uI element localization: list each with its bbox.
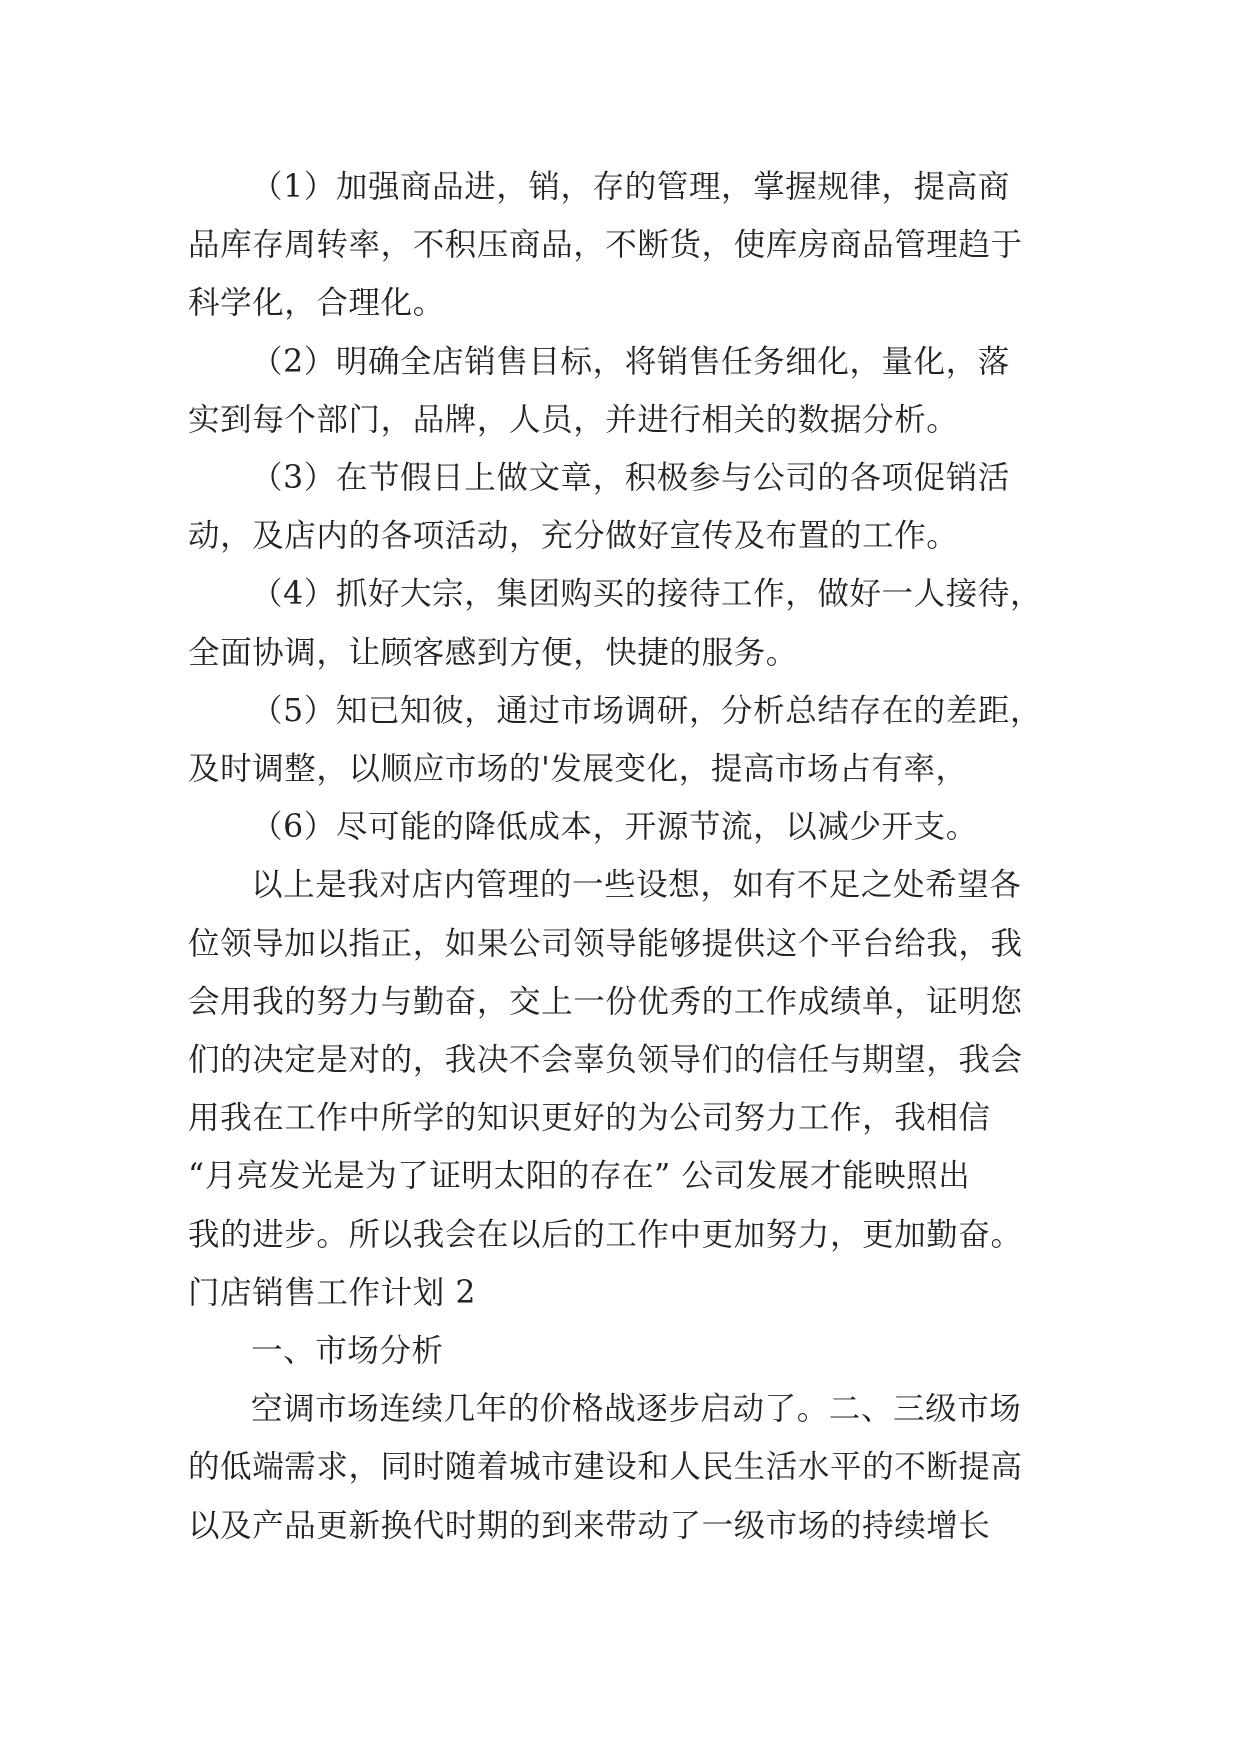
paragraph-line: （6）尽可能的降低成本，开源节流，以减少开支。 (251, 809, 978, 846)
paragraph-line: 科学化，合理化。 (188, 285, 445, 322)
paragraph-line: “月亮发光是为了证明太阳的存在” 公司发展才能映照出 (188, 1158, 971, 1195)
paragraph-market-analysis (188, 1380, 1068, 1555)
heading-line: 门店销售工作计划 2 (188, 1274, 477, 1311)
paragraph-line: 位领导加以指正，如果公司领导能够提供这个平台给我，我 (188, 925, 1023, 962)
paragraph-line: 会用我的努力与勤奋，交上一份优秀的工作成绩单，证明您 (188, 983, 1023, 1020)
paragraph-line: （4）抓好大宗，集团购买的接待工作，做好一人接待， (251, 576, 1043, 613)
paragraph-item-2 (188, 333, 1068, 449)
paragraph-line: 实到每个部门，品牌，人员，并进行相关的数据分析。 (188, 401, 959, 438)
paragraph-line: （1）加强商品进，销，存的管理，掌握规律，提高商 (251, 169, 1010, 205)
section-heading (188, 1264, 1068, 1322)
paragraph-line: 及时调整，以顺应市场的'发展变化，提高市场占有率， (188, 751, 968, 788)
paragraph-line: （2）明确全店销售目标，将销售任务细化，量化，落 (251, 343, 1010, 380)
paragraph-item-1 (188, 158, 1068, 333)
subsection-heading (188, 1322, 1068, 1380)
paragraph-closing (188, 856, 1068, 1263)
paragraph-item-4 (188, 565, 1068, 681)
paragraph-line: 我的进步。所以我会在以后的工作中更加努力，更加勤奋。 (188, 1216, 1023, 1253)
paragraph-line: 全面协调，让顾客感到方便，快捷的服务。 (188, 634, 798, 671)
paragraph-line: 们的决定是对的，我决不会辜负领导们的信任与期望，我会 (188, 1042, 1023, 1079)
paragraph-line: （5）知已知彼，通过市场调研，分析总结存在的差距， (251, 692, 1043, 729)
paragraph-line: 以上是我对店内管理的一些设想，如有不足之处希望各 (251, 867, 1022, 904)
paragraph-line: 空调市场连续几年的价格战逐步启动了。二、三级市场 (251, 1391, 1022, 1428)
paragraph-line: 动，及店内的各项活动，充分做好宣传及布置的工作。 (188, 518, 959, 555)
paragraph-line: 的低端需求，同时随着城市建设和人民生活水平的不断提高 (188, 1449, 1023, 1486)
heading-line: 一、市场分析 (251, 1333, 444, 1370)
paragraph-line: 品库存周转率，不积压商品，不断货，使库房商品管理趋于 (188, 227, 1023, 264)
paragraph-line: （3）在节假日上做文章，积极参与公司的各项促销活 (251, 460, 1010, 497)
paragraph-item-3 (188, 449, 1068, 565)
paragraph-line: 以及产品更新换代时期的到来带动了一级市场的持续增长 (188, 1507, 991, 1544)
paragraph-item-6 (188, 798, 1068, 856)
paragraph-item-5 (188, 682, 1068, 798)
document-body (188, 158, 1068, 1555)
paragraph-line: 用我在工作中所学的知识更好的为公司努力工作，我相信 (188, 1100, 991, 1137)
